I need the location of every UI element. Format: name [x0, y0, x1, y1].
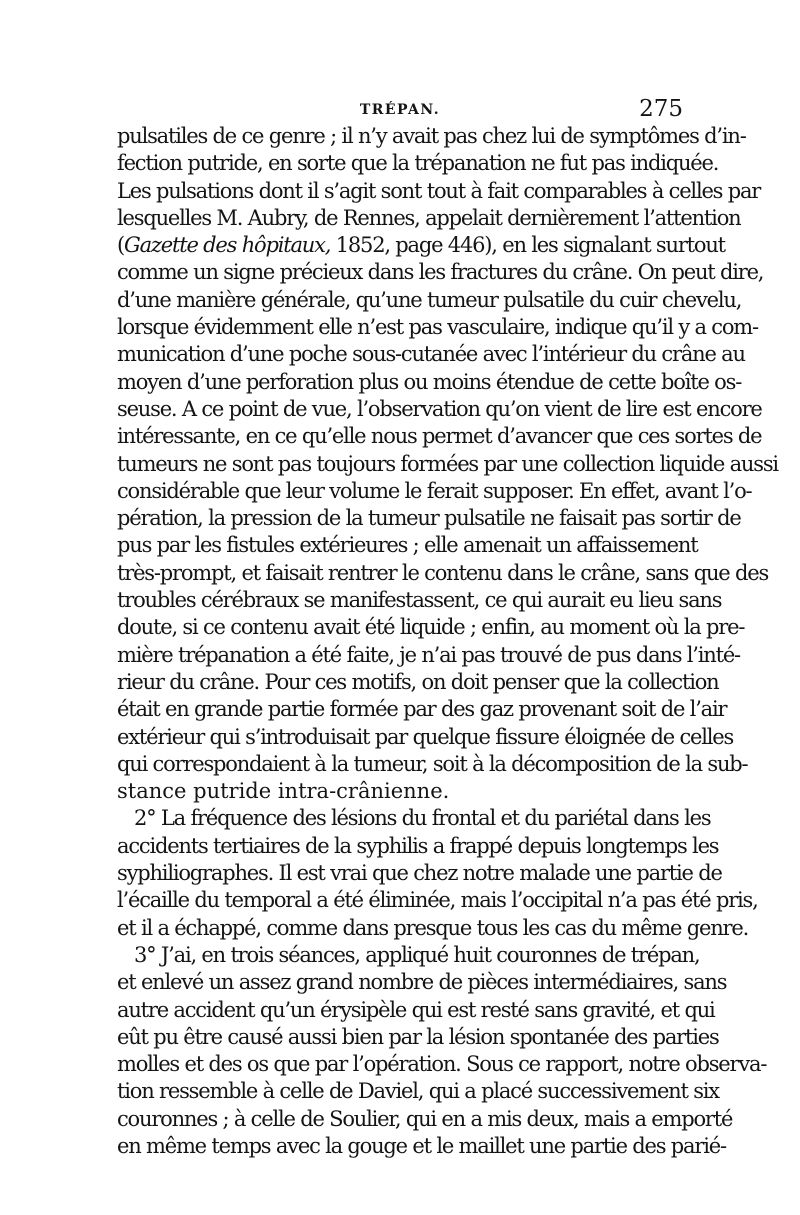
text-line: 2° La fréquence des lésions du frontal et du pariétal dans les — [134, 806, 711, 831]
text-line: lorsque évidemment elle n’est pas vasculaire, indique qu’il y a com- — [117, 315, 758, 340]
paragraph-3 — [117, 942, 767, 1160]
text-line: Les pulsations dont il s’agit sont tout à fait comparables à celles par — [117, 178, 761, 203]
text-line: fection putride, en sorte que la trépanation ne fut pas indiquée. — [117, 151, 719, 176]
body-text — [117, 123, 778, 1160]
text-line: mière trépanation a été faite, je n’ai pas trouvé de pus dans l’inté- — [117, 642, 740, 667]
text-line: syphiliographes. Il est vrai que chez notre malade une partie de — [117, 861, 722, 886]
text-line: eût pu être causé aussi bien par la lésion spontanée des parties — [117, 1024, 719, 1049]
text-line: d’une manière générale, qu’une tumeur pulsatile du cuir chevelu, — [117, 287, 742, 312]
text-line: pulsatiles de ce genre ; il n’y avait pas chez lui de symptômes d’in- — [117, 124, 746, 148]
text-line: qui correspondaient à la tumeur, soit à la décomposition de la sub- — [117, 751, 748, 776]
text-run: 1852, page 446), en les signalant surtout — [330, 233, 725, 258]
paragraph-2 — [117, 805, 758, 941]
text-line: troubles cérébraux se manifestassent, ce qui aurait eu lieu sans — [117, 588, 722, 613]
text-line: munication d’une poche sous-cutanée avec l’intérieur du crâne au — [117, 342, 745, 367]
text-line: seuse. A ce point de vue, l’observation qu’on vient de lire est encore — [117, 396, 762, 421]
text-line: en même temps avec la gouge et le maillet une partie des parié- — [117, 1133, 726, 1158]
text-line: pus par les fistules extérieures ; elle amenait un affaissement — [117, 533, 698, 558]
text-line: intéressante, en ce qu’elle nous permet d’avancer que ces sortes de — [117, 424, 762, 449]
text-line: l’écaille du temporal a été éliminée, mais l’occipital n’a pas été pris, — [117, 888, 758, 913]
journal-title: Gazette des hôpitaux, — [124, 233, 331, 258]
text-line: pération, la pression de la tumeur pulsatile ne faisait pas sortir de — [117, 506, 741, 531]
running-title: TRÉPAN. — [359, 102, 441, 118]
paragraph-1 — [117, 123, 778, 805]
text-line: très-prompt, et faisait rentrer le contenu dans le crâne, sans que des — [117, 560, 769, 585]
text-line: considérable que leur volume le ferait supposer. En effet, avant l’o- — [117, 478, 752, 503]
text-line: stance putride intra-crânienne. — [117, 779, 450, 804]
text-line: extérieur qui s’introduisait par quelque fissure éloignée de celles — [117, 724, 734, 749]
text-line: rieur du crâne. Pour ces motifs, on doit penser que la collection — [117, 669, 719, 694]
text-line: comme un signe précieux dans les fractures du crâne. On peut dire, — [117, 260, 764, 285]
text-line: tumeurs ne sont pas toujours formées par une collection liquide aussi — [117, 451, 778, 476]
text-line: 3° J’ai, en trois séances, appliqué huit couronnes de trépan, — [134, 942, 700, 967]
running-header — [117, 92, 683, 122]
text-line: était en grande partie formée par des gaz provenant soit de l’air — [117, 697, 727, 722]
page-number: 275 — [639, 96, 683, 122]
text-line — [117, 232, 725, 259]
text-line: accidents tertiaires de la syphilis a frappé depuis longtemps les — [117, 833, 719, 858]
text-line: molles et des os que par l’opération. Sous ce rapport, notre observa- — [117, 1052, 767, 1077]
text-line: et il a échappé, comme dans presque tous les cas du même genre. — [117, 915, 749, 940]
text-line: doute, si ce contenu avait été liquide ; enfin, au moment où la pre- — [117, 615, 745, 640]
text-line: autre accident qu’un érysipèle qui est resté sans gravité, et qui — [117, 997, 715, 1022]
text-line: tion ressemble à celle de Daviel, qui a placé successivement six — [117, 1079, 719, 1104]
text-line: moyen d’une perforation plus ou moins étendue de cette boîte os- — [117, 369, 742, 394]
text-line: lesquelles M. Aubry, de Rennes, appelait dernièrement l’attention — [117, 205, 741, 230]
text-line: couronnes ; à celle de Soulier, qui en a mis deux, mais a emporté — [117, 1106, 733, 1131]
text-line: et enlevé un assez grand nombre de pièces intermédiaires, sans — [117, 970, 727, 995]
text-run: ( — [117, 233, 124, 258]
